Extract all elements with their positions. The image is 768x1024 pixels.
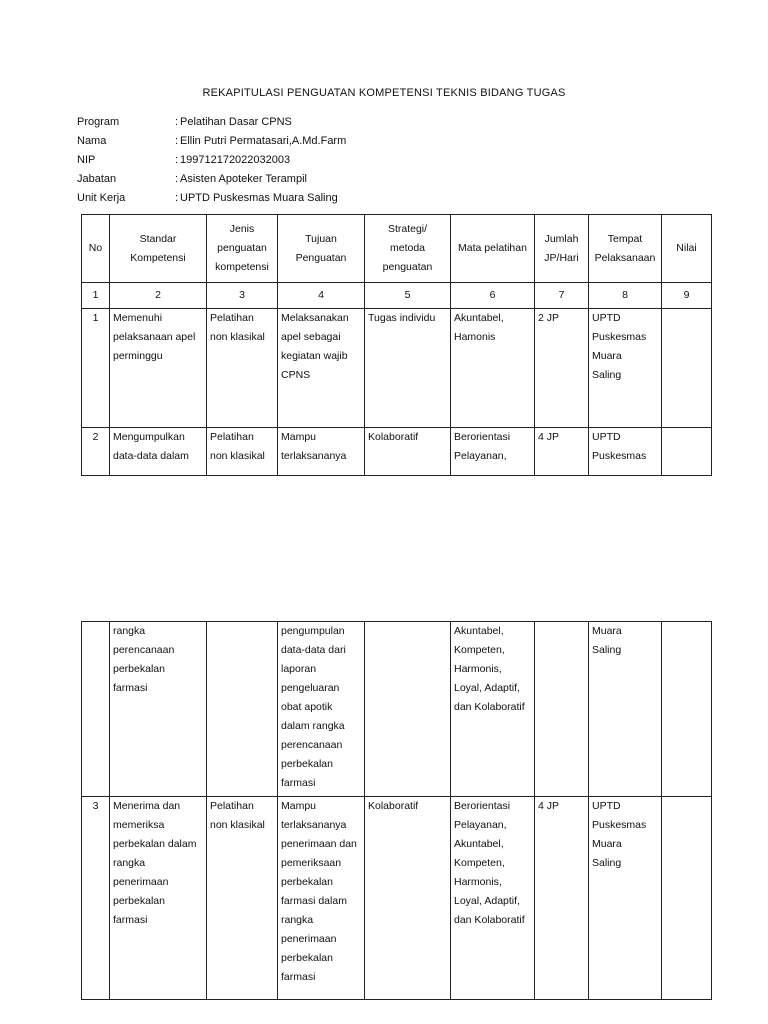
info-value: Pelatihan Dasar CPNS: [180, 116, 292, 128]
competency-table-page2: [81, 621, 712, 1000]
column-number: 7: [535, 283, 589, 309]
header-tempat-pelaksanaan: [589, 215, 662, 283]
cell-line: Mampu: [281, 800, 317, 812]
cell-line: perminggu: [113, 350, 163, 362]
cell-line: farmasi: [113, 914, 148, 926]
cell-line: terlaksananya: [281, 450, 347, 462]
cell-line: perbekalan dalam: [113, 838, 197, 850]
header-jenis-penguatan: [207, 215, 278, 283]
cell-line: Harmonis,: [454, 663, 502, 675]
cell-line: data-data dalam: [113, 450, 189, 462]
cell-tujuan-penguatan: [278, 428, 365, 476]
cell-line: data-data dari: [281, 644, 346, 656]
cell-line: Mampu: [281, 431, 317, 443]
info-label: Unit Kerja: [77, 192, 126, 204]
header-standar-kompetensi: [110, 215, 207, 283]
cell-line: Mengumpulkan: [113, 431, 185, 443]
cell-tujuan-penguatan: [278, 309, 365, 428]
cell-line: UPTD: [592, 800, 621, 812]
info-row-nama: [77, 132, 346, 151]
cell-line: penerimaan: [281, 933, 337, 945]
table-header-row: [82, 215, 712, 283]
cell-line: Akuntabel,: [454, 838, 504, 850]
cell-line: Pelatihan: [210, 800, 254, 812]
column-number: 8: [589, 283, 662, 309]
cell-standar-kompetensi: [110, 428, 207, 476]
cell-nilai: [662, 797, 712, 1000]
cell-line: Tugas individu: [368, 312, 436, 324]
info-colon: :: [175, 135, 179, 147]
cell-line: Muara: [592, 625, 622, 637]
header-line: Jenis: [229, 223, 255, 235]
cell-line: non klasikal: [210, 450, 265, 462]
header-mata-pelatihan: [451, 215, 535, 283]
cell-no: 1: [82, 309, 110, 428]
cell-line: Puskesmas: [592, 331, 647, 343]
table-row: [82, 428, 712, 476]
cell-line: Hamonis: [454, 331, 496, 343]
cell-line: dan Kolaboratif: [454, 914, 525, 926]
cell-line: Saling: [592, 644, 622, 656]
cell-line: CPNS: [281, 369, 311, 381]
info-value: UPTD Puskesmas Muara Saling: [180, 192, 338, 204]
cell-line: Memenuhi: [113, 312, 163, 324]
header-line: Tempat: [607, 232, 643, 245]
cell-line: Berorientasi: [454, 431, 511, 443]
info-label: Program: [77, 116, 120, 128]
header-line: kompetensi: [215, 261, 269, 273]
table-row: [82, 797, 712, 1000]
cell-jenis-penguatan: [207, 622, 278, 797]
cell-tempat-pelaksanaan: [589, 428, 662, 476]
cell-line: Kolaboratif: [368, 800, 419, 812]
cell-line: Kolaboratif: [368, 431, 419, 443]
cell-line: perbekalan: [113, 895, 165, 907]
cell-standar-kompetensi: [110, 309, 207, 428]
cell-nilai: [662, 428, 712, 476]
cell-line: perbekalan: [281, 758, 333, 770]
cell-line: Pelayanan,: [454, 450, 507, 462]
cell-line: pengumpulan: [281, 625, 345, 637]
header-line: No: [88, 242, 103, 254]
cell-line: Muara: [592, 350, 622, 362]
header-jumlah-jp: [535, 215, 589, 283]
cell-tujuan-penguatan: [278, 797, 365, 1000]
cell-line: pemeriksaan: [281, 857, 342, 869]
column-number: 2: [110, 283, 207, 309]
cell-tempat-pelaksanaan: [589, 309, 662, 428]
cell-line: obat apotik: [281, 701, 333, 713]
column-number-row: [82, 283, 712, 309]
column-number: 5: [365, 283, 451, 309]
cell-line: Menerima dan: [113, 800, 181, 812]
cell-line: Puskesmas: [592, 450, 647, 462]
header-line: Nilai: [676, 242, 697, 254]
cell-no: 2: [82, 428, 110, 476]
cell-strategi: [365, 309, 451, 428]
cell-tujuan-penguatan: [278, 622, 365, 797]
document-title: REKAPITULASI PENGUATAN KOMPETENSI TEKNIS BIDANG TUGAS: [202, 87, 566, 99]
cell-jenis-penguatan: [207, 428, 278, 476]
cell-line: non klasikal: [210, 331, 265, 343]
info-row-unit-kerja: [77, 189, 346, 208]
cell-line: Kompeten,: [454, 857, 505, 869]
cell-line: Pelatihan: [210, 431, 254, 443]
info-colon: :: [175, 173, 179, 185]
cell-nilai: [662, 309, 712, 428]
cell-line: UPTD: [592, 312, 621, 324]
info-value: Ellin Putri Permatasari,A.Md.Farm: [180, 135, 347, 147]
header-line: penguatan: [382, 261, 433, 273]
cell-standar-kompetensi: [110, 797, 207, 1000]
header-line: metoda: [389, 242, 426, 254]
cell-jenis-penguatan: [207, 797, 278, 1000]
cell-jumlah-jp: [535, 309, 589, 428]
table-row: [82, 622, 712, 797]
cell-line: 2 JP: [538, 312, 560, 324]
info-row-program: [77, 113, 346, 132]
column-number: 6: [451, 283, 535, 309]
cell-strategi: [365, 428, 451, 476]
cell-strategi: [365, 797, 451, 1000]
header-line: Tujuan: [305, 232, 337, 245]
info-colon: :: [175, 116, 179, 128]
cell-line: Kompeten,: [454, 644, 505, 656]
cell-line: Harmonis,: [454, 876, 502, 888]
cell-line: pelaksanaan apel: [113, 331, 196, 343]
cell-mata-pelatihan: [451, 428, 535, 476]
identity-block: [77, 113, 346, 208]
cell-line: Pelatihan: [210, 312, 254, 324]
column-number: 4: [278, 283, 365, 309]
cell-line: Berorientasi: [454, 800, 511, 812]
cell-no: [82, 622, 110, 797]
cell-line: perbekalan: [281, 952, 333, 964]
header-no: [82, 215, 110, 283]
info-value: Asisten Apoteker Terampil: [180, 173, 307, 185]
cell-line: kegiatan wajib: [281, 350, 348, 362]
cell-line: 4 JP: [538, 431, 560, 443]
cell-jumlah-jp: [535, 797, 589, 1000]
info-row-jabatan: [77, 170, 346, 189]
cell-line: farmasi: [113, 682, 148, 694]
cell-line: Loyal, Adaptif,: [454, 895, 520, 907]
header-line: Strategi/: [387, 223, 428, 235]
info-label: Nama: [77, 135, 107, 147]
cell-line: UPTD: [592, 431, 621, 443]
cell-line: dalam rangka: [281, 720, 345, 732]
cell-mata-pelatihan: [451, 797, 535, 1000]
column-number: 1: [82, 283, 110, 309]
cell-line: farmasi: [281, 971, 316, 983]
cell-line: dan Kolaboratif: [454, 701, 525, 713]
info-row-nip: [77, 151, 346, 170]
cell-line: Akuntabel,: [454, 312, 504, 324]
cell-line: penerimaan: [113, 876, 169, 888]
cell-jumlah-jp: [535, 428, 589, 476]
info-label: Jabatan: [77, 173, 117, 185]
cell-line: perencanaan: [281, 739, 343, 751]
cell-line: farmasi dalam: [281, 895, 347, 907]
header-strategi: [365, 215, 451, 283]
header-line: penguatan: [217, 242, 267, 254]
header-line: Mata pelatihan: [458, 242, 527, 254]
cell-line: Melaksanakan: [281, 312, 349, 324]
info-value: 199712172022032003: [180, 154, 291, 166]
header-line: Jumlah: [544, 232, 579, 245]
info-colon: :: [175, 192, 179, 204]
cell-line: Pelayanan,: [454, 819, 507, 831]
cell-jumlah-jp: [535, 622, 589, 797]
cell-line: Saling: [592, 369, 622, 381]
cell-line: rangka: [113, 857, 146, 869]
cell-line: Puskesmas: [592, 819, 647, 831]
cell-no: 3: [82, 797, 110, 1000]
cell-line: Muara: [592, 838, 622, 850]
column-number: 3: [207, 283, 278, 309]
header-line: Kompetensi: [130, 251, 186, 264]
info-label: NIP: [77, 154, 96, 166]
cell-line: rangka: [281, 914, 314, 926]
cell-line: Saling: [592, 857, 622, 869]
header-line: JP/Hari: [544, 251, 579, 264]
cell-line: apel sebagai: [281, 331, 341, 343]
header-line: Standar: [139, 232, 177, 245]
header-tujuan-penguatan: [278, 215, 365, 283]
cell-line: penerimaan dan: [281, 838, 357, 850]
cell-standar-kompetensi: [110, 622, 207, 797]
cell-line: Loyal, Adaptif,: [454, 682, 520, 694]
cell-line: perbekalan: [113, 663, 165, 675]
info-colon: :: [175, 154, 179, 166]
cell-line: laporan: [281, 663, 317, 675]
cell-line: memeriksa: [113, 819, 165, 831]
cell-tempat-pelaksanaan: [589, 797, 662, 1000]
cell-line: terlaksananya: [281, 819, 347, 831]
cell-jenis-penguatan: [207, 309, 278, 428]
cell-line: perencanaan: [113, 644, 175, 656]
cell-line: pengeluaran: [281, 682, 340, 694]
table-row: [82, 309, 712, 428]
cell-line: 4 JP: [538, 800, 560, 812]
cell-tempat-pelaksanaan: [589, 622, 662, 797]
column-number: 9: [662, 283, 712, 309]
competency-table-page1: [81, 214, 712, 476]
cell-line: Akuntabel,: [454, 625, 504, 637]
cell-line: rangka: [113, 625, 146, 637]
cell-mata-pelatihan: [451, 309, 535, 428]
cell-line: farmasi: [281, 777, 316, 789]
cell-strategi: [365, 622, 451, 797]
header-line: Pelaksanaan: [594, 251, 656, 264]
header-nilai: [662, 215, 712, 283]
cell-nilai: [662, 622, 712, 797]
cell-line: non klasikal: [210, 819, 265, 831]
header-line: Penguatan: [295, 251, 347, 264]
cell-mata-pelatihan: [451, 622, 535, 797]
cell-line: perbekalan: [281, 876, 333, 888]
